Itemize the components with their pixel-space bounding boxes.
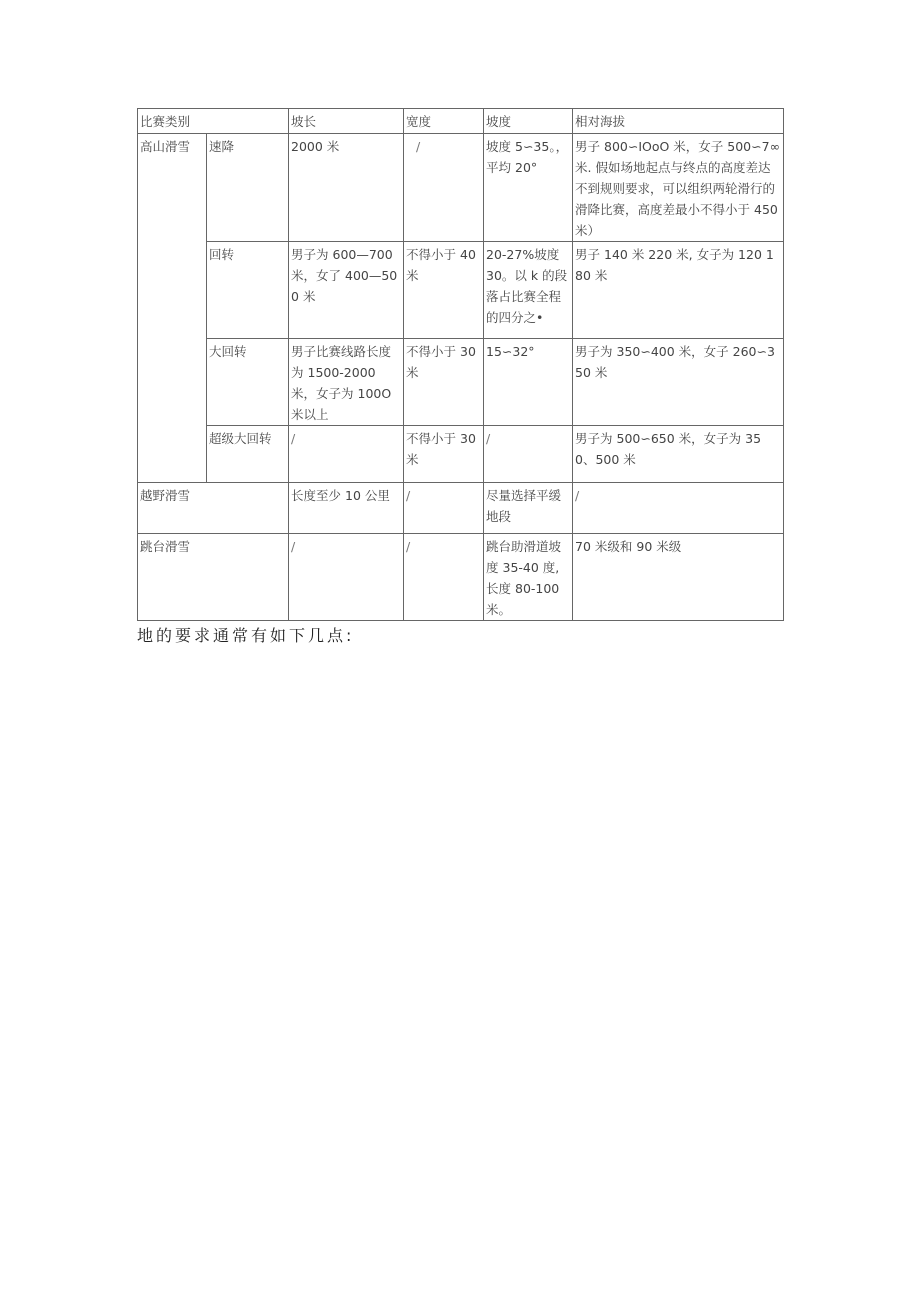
super-g-length [289,426,404,483]
cross-country-category: 越野滑雪 [138,483,289,534]
giant-slalom-width: 不得小于 30 米 [404,339,484,426]
cross-country-width [404,483,484,534]
ski-jumping-width [404,534,484,621]
table-row-slalom [138,242,784,339]
downhill-width-value: / [416,139,421,154]
ski-jumping-length-value: / [291,539,296,554]
table-row-super-g [138,426,784,483]
downhill-width [404,134,484,242]
slalom-length: 男子为 600—700 米，女了 400—500 米 [289,242,404,339]
cross-country-slope: 尽量选择平缓地段 [484,483,573,534]
super-g-altitude: 男子为 500∽650 米，女子为 350、500 米 [573,426,784,483]
ski-venue-spec-table [137,108,784,621]
header-length: 坡长 [289,109,404,134]
ski-jumping-altitude: 70 米级和 90 米级 [573,534,784,621]
cross-country-length: 长度至少 10 公里 [289,483,404,534]
giant-slalom-name: 大回转 [207,339,289,426]
giant-slalom-slope: 15∽32° [484,339,573,426]
table-row-ski-jumping [138,534,784,621]
cross-country-altitude [573,483,784,534]
cross-country-altitude-value: / [575,488,580,503]
header-width: 宽度 [404,109,484,134]
header-altitude: 相对海拔 [573,109,784,134]
slalom-altitude: 男子 140 米 220 米, 女子为 120 180 米 [573,242,784,339]
super-g-slope-value: / [486,431,491,446]
giant-slalom-length: 男子比赛线路长度为 1500-2000 米，女子为 100O 米以上 [289,339,404,426]
ski-jumping-slope: 跳台助滑道坡度 35-40 度, 长度 80-100 米。 [484,534,573,621]
super-g-length-value: / [291,431,296,446]
cross-country-width-value: / [406,488,411,503]
super-g-slope [484,426,573,483]
downhill-length: 2000 米 [289,134,404,242]
downhill-slope: 坡度 5∽35。，平均 20° [484,134,573,242]
super-g-width: 不得小于 30 米 [404,426,484,483]
ski-jumping-width-value: / [406,539,411,554]
table-row-cross-country [138,483,784,534]
downhill-altitude: 男子 800∽IOoO 米，女子 500∽7∞米. 假如场地起点与终点的高度差达不到规则要求，可以组织两轮滑行的滑降比赛，高度差最小不得小于 450 米） [573,134,784,242]
giant-slalom-altitude: 男子为 350∽400 米，女子 260∽350 米 [573,339,784,426]
ski-jumping-category: 跳台滑雪 [138,534,289,621]
slalom-name: 回转 [207,242,289,339]
header-category: 比赛类别 [138,109,289,134]
table-row-downhill [138,134,784,242]
header-slope: 坡度 [484,109,573,134]
downhill-name: 速降 [207,134,289,242]
super-g-name: 超级大回转 [207,426,289,483]
table-row-giant-slalom [138,339,784,426]
slalom-slope: 20-27%坡度 30。以 k 的段落占比赛全程的四分之• [484,242,573,339]
ski-jumping-length [289,534,404,621]
alpine-category-cell: 高山滑雪 [138,134,207,483]
table-header-row [138,109,784,134]
following-paragraph: 地的要求通常有如下几点: [137,626,355,645]
slalom-width: 不得小于 40 米 [404,242,484,339]
